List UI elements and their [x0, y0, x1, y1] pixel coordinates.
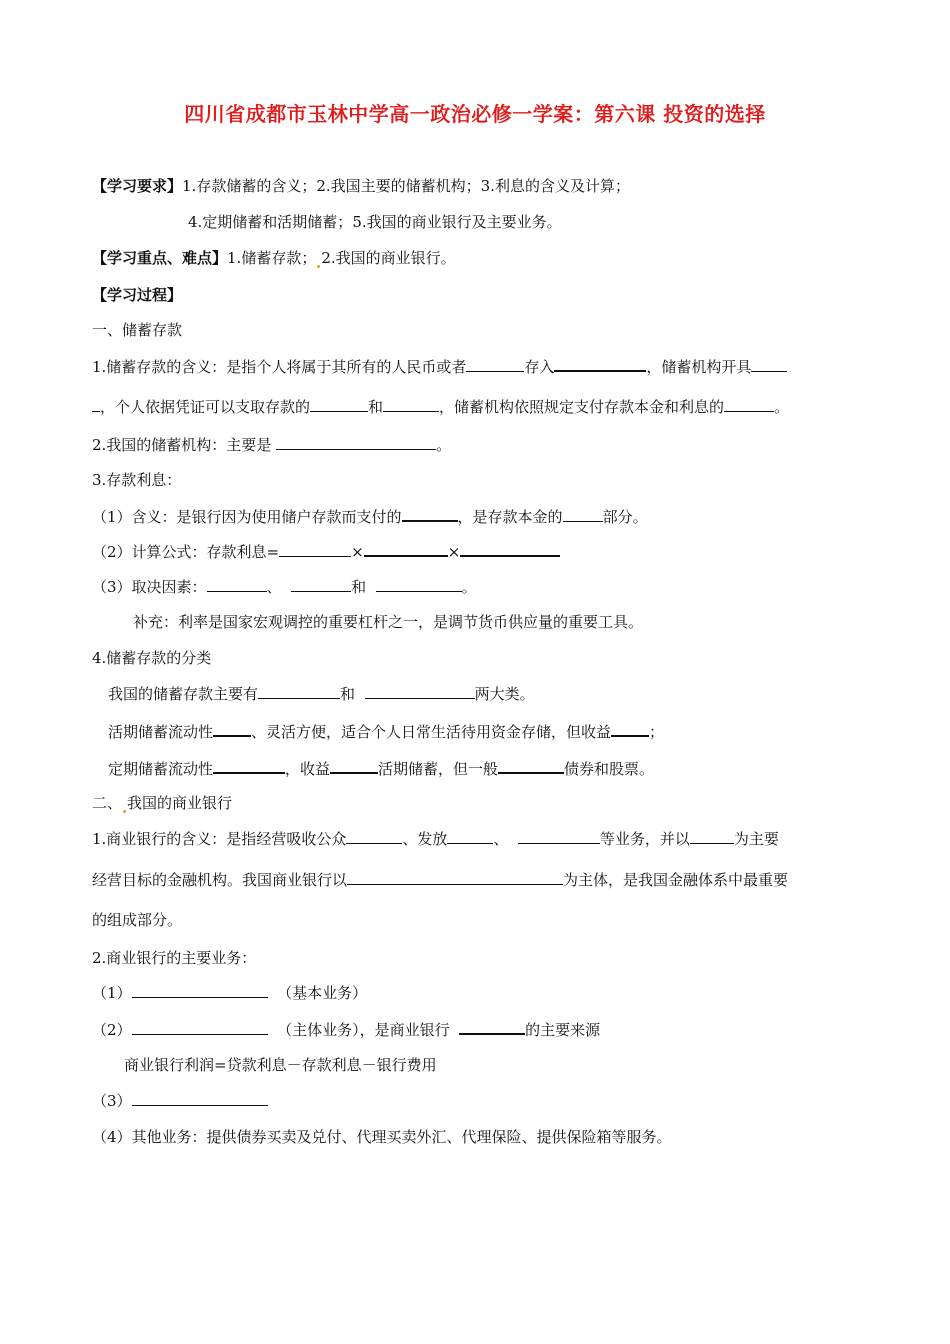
- q1-line-1: [92, 356, 787, 377]
- answer-blank[interactable]: [364, 541, 448, 557]
- answer-blank[interactable]: [466, 357, 524, 372]
- q1-text-e: 和: [368, 398, 384, 416]
- q4-heading: 4.储蓄存款的分类: [92, 649, 212, 667]
- answer-blank[interactable]: [279, 542, 351, 557]
- b1-line-2: [92, 870, 788, 890]
- b2-2-text-b: （主体业务），是商业银行: [277, 1021, 450, 1039]
- q4-text-h: ，收益: [285, 760, 331, 778]
- requirements-line-1: [92, 176, 630, 196]
- q4-text-f: ；: [649, 723, 665, 741]
- q4-line-2: [108, 721, 664, 742]
- q1-text-g: 。: [774, 398, 790, 416]
- answer-blank[interactable]: [724, 397, 774, 412]
- q3-1-text-b: ，是存款本金的: [457, 508, 563, 526]
- b2-2-line: [92, 1019, 600, 1040]
- requirements-text-2: 4.定期储蓄和活期储蓄；5.我国的商业银行及主要业务。: [188, 213, 562, 231]
- b1-text-d: 等业务，并以: [599, 830, 690, 848]
- b2-2-text-a: （2）: [92, 1021, 132, 1039]
- answer-blank[interactable]: [518, 829, 600, 844]
- q4-text-g: 定期储蓄流动性: [108, 760, 214, 778]
- q4-text-j: 债券和股票。: [564, 760, 655, 778]
- q1-text-a: 1.储蓄存款的含义：是指个人将属于其所有的人民币或者: [92, 358, 467, 376]
- q4-text-c: 两大类。: [474, 685, 535, 703]
- answer-blank[interactable]: [330, 758, 378, 774]
- q4-text-i: 活期储蓄，但一般: [378, 760, 499, 778]
- answer-blank[interactable]: [310, 397, 368, 412]
- key-points-text-a: 1.储蓄存款；: [227, 249, 317, 267]
- answer-blank[interactable]: [346, 829, 402, 844]
- process-label: 【学习过程】: [92, 286, 183, 304]
- q1-line-2: [92, 397, 789, 417]
- q2-text-b: 。: [436, 436, 452, 454]
- section1-heading: 一、储蓄存款: [92, 321, 183, 339]
- answer-blank[interactable]: [402, 506, 458, 522]
- answer-blank[interactable]: [447, 829, 493, 844]
- requirements-line-2: [188, 212, 562, 232]
- b2-2-text-c: 的主要来源: [525, 1021, 601, 1039]
- answer-blank[interactable]: [213, 758, 285, 774]
- key-points-text-b: 2.我国的商业银行。: [321, 249, 456, 267]
- answer-blank[interactable]: [554, 356, 646, 372]
- b2-3-line: [92, 1091, 268, 1111]
- answer-blank[interactable]: [376, 577, 462, 592]
- mark-dot: [123, 810, 126, 813]
- b1-text-e: 为主要: [733, 830, 779, 848]
- q2-line: [92, 435, 451, 455]
- answer-blank[interactable]: [276, 435, 436, 450]
- q3-1-text-a: （1）含义：是银行因为使用储户存款而支付的: [92, 508, 402, 526]
- q4-text-e: 、灵活方便，适合个人日常生活待用资金存储，但收益: [251, 723, 612, 741]
- b2-1-text-b: （基本业务）: [277, 984, 368, 1002]
- b1-text-f: 经营目标的金融机构。我国商业银行以: [92, 871, 348, 889]
- answer-blank[interactable]: [132, 1091, 268, 1106]
- requirements-text-1: 1.存款储蓄的含义；2.我国主要的储蓄机构；3.利息的含义及计算；: [182, 177, 630, 195]
- b2-4-line: （4）其他业务：提供债券买卖及兑付、代理买卖外汇、代理保险、提供保险箱等服务。: [92, 1128, 672, 1146]
- mark-dot: [317, 265, 320, 268]
- q4-text-b: 和: [340, 685, 356, 703]
- q3-3-text-b: 、: [266, 578, 282, 596]
- q3-heading: 3.存款利息：: [92, 471, 182, 489]
- b2-heading: 2.商业银行的主要业务：: [92, 949, 257, 967]
- key-points-label: 【学习重点、难点】: [92, 249, 228, 267]
- q1-text-f: ，储蓄机构依照规定支付存款本金和利息的: [439, 398, 725, 416]
- answer-blank[interactable]: [563, 507, 603, 522]
- q3-3-line: [92, 577, 477, 597]
- answer-blank[interactable]: [459, 1019, 525, 1035]
- b1-text-a: 1.商业银行的含义：是指经营吸收公众: [92, 830, 347, 848]
- answer-blank[interactable]: [498, 758, 564, 774]
- requirements-label: 【学习要求】: [92, 177, 183, 195]
- b1-line-3: 的组成部分。: [92, 911, 183, 929]
- section2-heading-b: 我国的商业银行: [127, 794, 233, 812]
- q1-text-c: ，储蓄机构开具: [646, 358, 752, 376]
- q4-line-1: [108, 684, 535, 704]
- answer-blank[interactable]: [611, 721, 649, 737]
- q3-3-text-c: 和: [351, 578, 367, 596]
- b2-1-line: [92, 983, 367, 1003]
- b1-text-c: 、: [493, 830, 509, 848]
- answer-blank[interactable]: [207, 577, 267, 592]
- q3-2-text-a: （2）计算公式：存款利息=: [92, 543, 280, 561]
- process-line: [92, 285, 182, 305]
- answer-blank[interactable]: [258, 684, 340, 699]
- times-sign: ×: [447, 543, 461, 561]
- q4-text-d: 活期储蓄流动性: [108, 723, 214, 741]
- answer-blank[interactable]: [291, 577, 351, 592]
- b2-3-text-a: （3）: [92, 1092, 132, 1110]
- b2-1-text-a: （1）: [92, 984, 132, 1002]
- q2-text-a: 2.我国的储蓄机构：主要是: [92, 436, 272, 454]
- document-title: 四川省成都市玉林中学高一政治必修一学案：第六课 投资的选择: [184, 102, 766, 126]
- q1-text-d: ，个人依据凭证可以支取存款的: [100, 398, 311, 416]
- answer-blank[interactable]: [132, 1020, 268, 1035]
- q4-text-a: 我国的储蓄存款主要有: [108, 685, 259, 703]
- q4-line-3: [108, 758, 654, 779]
- q1-text-b: 存入: [524, 358, 555, 376]
- supplement-line: 补充：利率是国家宏观调控的重要杠杆之一，是调节货币供应量的重要工具。: [133, 613, 644, 631]
- times-sign: ×: [351, 543, 364, 561]
- b1-text-g: 为主体，是我国金融体系中最重要: [563, 871, 789, 889]
- answer-blank[interactable]: [213, 721, 251, 737]
- q3-2-line: [92, 541, 560, 562]
- q3-1-text-c: 部分。: [602, 508, 648, 526]
- answer-blank[interactable]: [690, 829, 734, 844]
- key-points-line: [92, 248, 456, 268]
- answer-blank[interactable]: [460, 541, 560, 557]
- q3-3-text-d: 。: [461, 578, 477, 596]
- answer-blank[interactable]: [347, 870, 563, 885]
- answer-blank[interactable]: [383, 397, 439, 412]
- section2-heading-a: 二、: [92, 794, 123, 812]
- b1-text-b: 、发放: [402, 830, 448, 848]
- q3-1-line: [92, 506, 648, 527]
- q3-3-text-a: （3）取决因素：: [92, 578, 207, 596]
- section2-heading: [92, 793, 232, 813]
- answer-blank[interactable]: [365, 684, 475, 699]
- answer-blank[interactable]: [132, 983, 268, 998]
- b1-line-1: [92, 829, 779, 849]
- answer-blank[interactable]: [92, 397, 100, 412]
- profit-formula: 商业银行利润=贷款利息－存款利息－银行费用: [124, 1056, 437, 1074]
- answer-blank[interactable]: [751, 357, 787, 372]
